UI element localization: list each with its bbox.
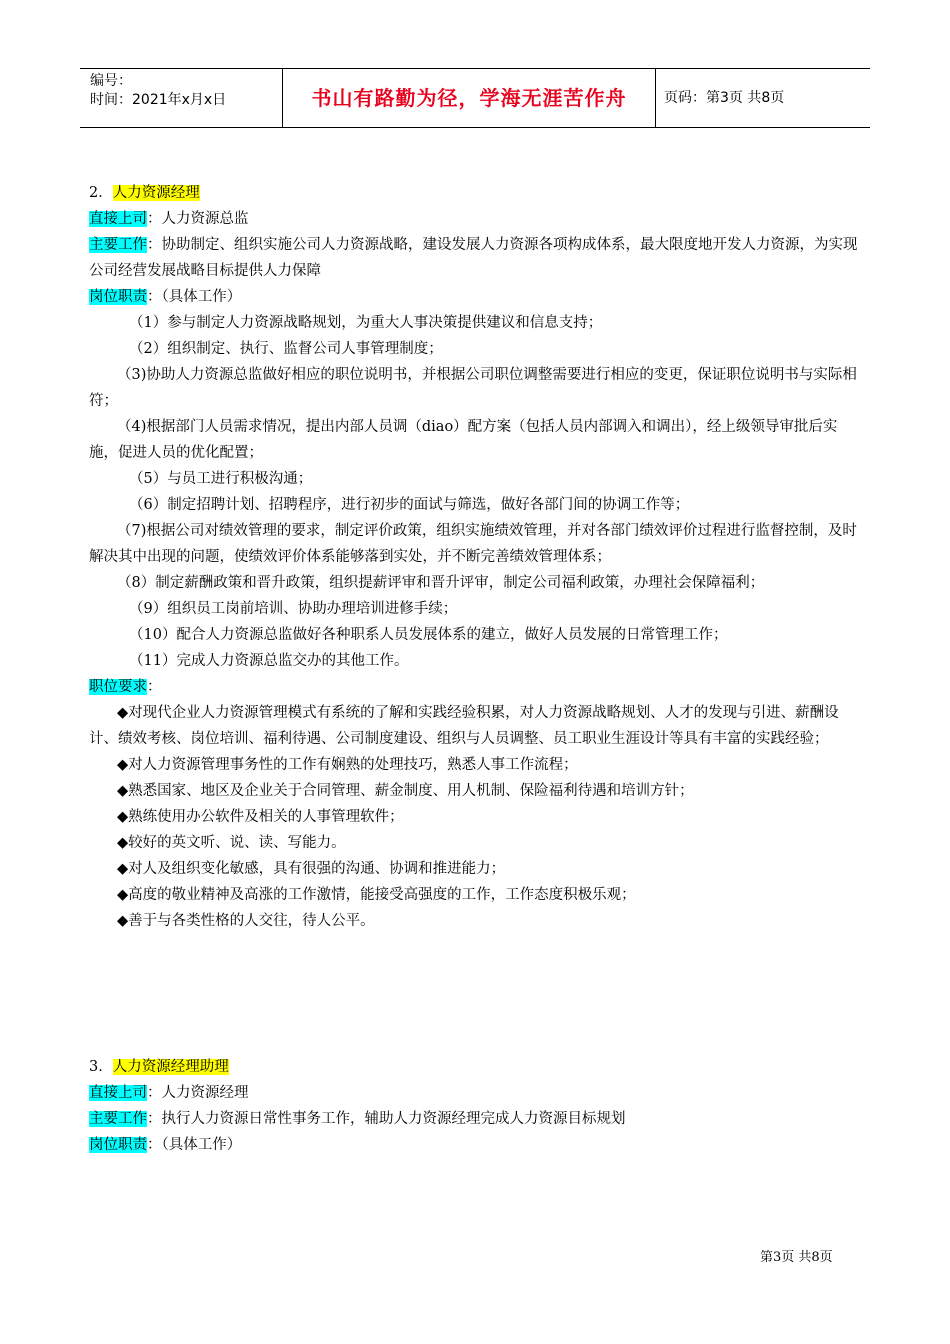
section-2-main-work [89,232,865,284]
requirement-item: ◆较好的英文听、说、读、写能力。 [117,835,346,851]
duty-item: （1）参与制定人力资源战略规划，为重大人事决策提供建议和信息支持； [129,315,603,331]
section-3-duties-heading [89,1132,865,1158]
superior-label: 直接上司 [89,211,147,227]
section-2-number: 2． [89,185,113,201]
section-3-title: 人力资源经理助理 [112,1059,229,1075]
section-3-number: 3． [89,1059,113,1075]
main-work-label: 主要工作 [89,1111,147,1127]
section-2-duties-heading [89,284,865,310]
requirement-item: ◆对人力资源管理事务性的工作有娴熟的处理技巧，熟悉人事工作流程； [117,757,578,773]
duty-item: （10）配合人力资源总监做好各种职系人员发展体系的建立，做好人员发展的日常管理工作； [129,627,728,643]
duty-item: （7)根据公司对绩效管理的要求，制定评价政策，组织实施绩效管理，并对各部门绩效评价过程进行监督控制，及时解决其中出现的问题，使绩效评价体系能够落到实处，并不断完善绩效管理体系； [89,523,857,565]
header-motto: 书山有路勤为径，学海无涯苦作舟 [311,86,627,110]
requirement-item: ◆高度的敬业精神及高涨的工作激情，能接受高强度的工作，工作态度积极乐观； [117,887,636,903]
duty-item: （3)协助人力资源总监做好相应的职位说明书，并根据公司职位调整需要进行相应的变更，保证职位说明书与实际相符； [89,367,857,409]
main-work-label: 主要工作 [89,237,147,253]
requirement-item: ◆对人及组织变化敏感，具有很强的沟通、协调和推进能力； [117,861,506,877]
requirement-item: ◆熟悉国家、地区及企业关于合同管理、薪金制度、用人机制、保险福利待遇和培训方针； [117,783,694,799]
main-work-value: ：协助制定、组织实施公司人力资源战略，建设发展人力资源各项构成体系，最大限度地开发人力资源，为实现公司经营发展战略目标提供人力保障 [89,237,858,279]
document-body [89,180,865,1158]
section-3-heading [89,1054,865,1080]
duties-label: 岗位职责 [89,1137,147,1153]
section-gap [89,934,865,1054]
section-2-requirements-heading [89,674,865,700]
header-motto-cell [282,69,656,127]
page-header [80,68,870,128]
section-3-superior [89,1080,865,1106]
document-time: 时间：2021年x月x日 [90,92,227,108]
duty-item: （5）与员工进行积极沟通； [129,471,313,487]
requirements-label: 职位要求 [89,679,147,695]
superior-value: ：人力资源总监 [147,211,249,227]
header-page-number: 页码：第3页 共8页 [664,90,785,106]
duty-item: （11）完成人力资源总监交办的其他工作。 [129,653,409,669]
duty-item: （6）制定招聘计划、招聘程序，进行初步的面试与筛选，做好各部门间的协调工作等； [129,497,690,513]
section-3-main-work [89,1106,865,1132]
requirement-item: ◆善于与各类性格的人交往，待人公平。 [117,913,375,929]
section-2-superior [89,206,865,232]
duty-item: （9）组织员工岗前培训、协助办理培训进修手续； [129,601,458,617]
page-footer: 第3页 共8页 [760,1250,833,1265]
duties-label: 岗位职责 [89,289,147,305]
main-work-value: ：执行人力资源日常性事务工作，辅助人力资源经理完成人力资源目标规划 [147,1111,626,1127]
duty-item: （2）组织制定、执行、监督公司人事管理制度； [129,341,443,357]
duty-item: （4)根据部门人员需求情况，提出内部人员调（diao）配方案（包括人员内部调入和调出），经上级领导审批后实施，促进人员的优化配置； [89,419,838,461]
superior-value: ：人力资源经理 [147,1085,249,1101]
section-2-heading [89,180,865,206]
section-2-title: 人力资源经理 [112,185,200,201]
requirement-item: ◆熟练使用办公软件及相关的人事管理软件； [117,809,404,825]
header-meta [80,69,282,127]
duties-value: ：（具体工作） [147,1137,242,1153]
superior-label: 直接上司 [89,1085,147,1101]
requirements-colon: ： [147,679,162,695]
duty-item: （8）制定薪酬政策和晋升政策，组织提薪评审和晋升评审，制定公司福利政策，办理社会保障福利； [117,575,765,591]
requirement-item: ◆对现代企业人力资源管理模式有系统的了解和实践经验积累，对人力资源战略规划、人才的发现与引进、薪酬设计、绩效考核、岗位培训、福利待遇、公司制度建设、组织与人员调整、员工职业生涯设计等具有丰富的实践经验； [89,705,839,747]
document-number: 编号： [90,73,132,89]
duties-value: ：（具体工作） [147,289,242,305]
